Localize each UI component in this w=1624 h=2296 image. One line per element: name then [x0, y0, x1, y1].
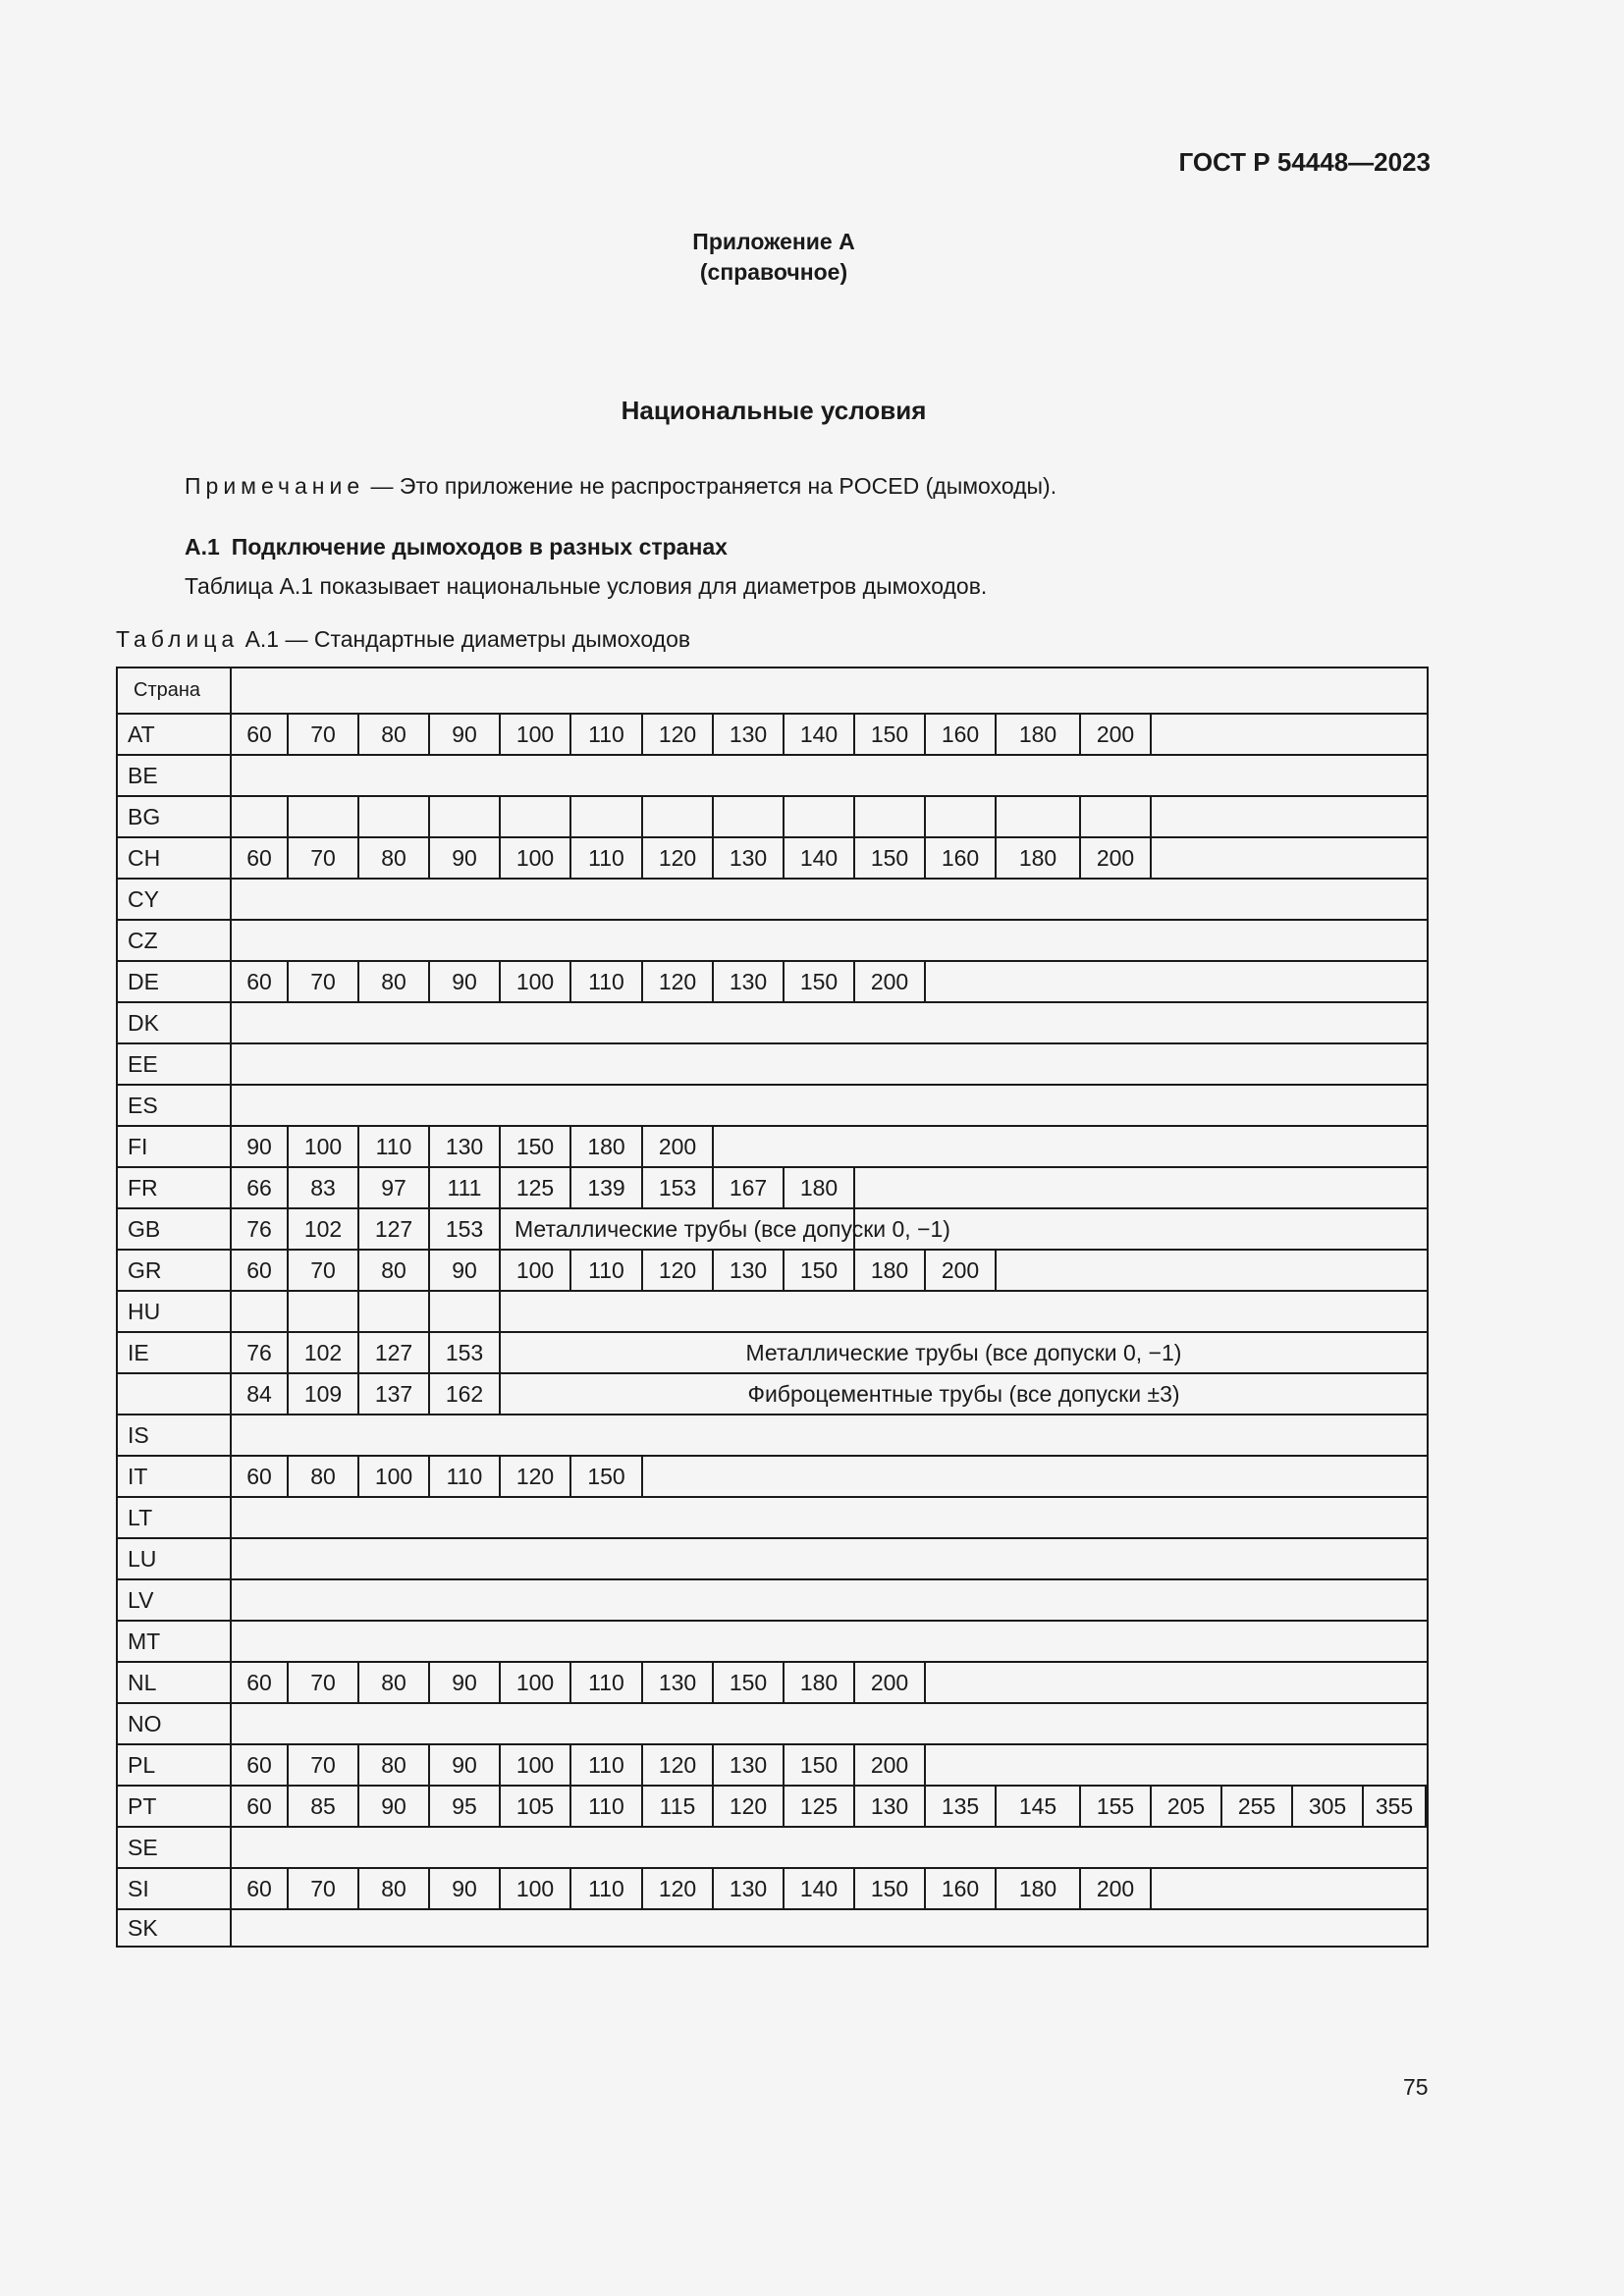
table-cell: 150 [785, 1745, 855, 1785]
table-cell: 115 [643, 1787, 714, 1826]
table-cell: 125 [785, 1787, 855, 1826]
table-row [118, 1166, 1427, 1207]
table-cell: 135 [926, 1787, 997, 1826]
table-row [118, 1414, 1427, 1455]
table-cell: 105 [501, 1787, 571, 1826]
table-cell: 150 [571, 1457, 643, 1496]
table-cell: 110 [571, 1869, 643, 1908]
table-cell-country: CY [118, 880, 232, 919]
table-cell: 180 [997, 838, 1081, 878]
table-cell-country: CH [118, 838, 232, 878]
table-cell: 200 [1081, 838, 1152, 878]
table-cell: 120 [501, 1457, 571, 1496]
table-cell: Металлические трубы (все допуски 0, −1) [501, 1209, 855, 1249]
table-cell-country: FI [118, 1127, 232, 1166]
table-header-country: Страна [118, 668, 232, 713]
caption-label: Таблица [116, 626, 240, 652]
table-cell-country: IT [118, 1457, 232, 1496]
table-cell: 80 [359, 1869, 430, 1908]
table-row [118, 960, 1427, 1001]
table-cell: 70 [289, 1869, 359, 1908]
table-cell: 70 [289, 838, 359, 878]
table-cell: 355 [1364, 1787, 1427, 1826]
table-cell-country: LT [118, 1498, 232, 1537]
table-cell: 90 [430, 1251, 501, 1290]
table-cell: 130 [643, 1663, 714, 1702]
table-cell: 100 [359, 1457, 430, 1496]
table-cell [855, 797, 926, 836]
table-cell: 97 [359, 1168, 430, 1207]
table-cell: 130 [430, 1127, 501, 1166]
table-cell: 255 [1222, 1787, 1293, 1826]
appendix-title: Приложение А [692, 229, 855, 254]
note-paragraph [185, 473, 1056, 500]
table-cell: 140 [785, 715, 855, 754]
table-cell-country: BE [118, 756, 232, 795]
table-cell-country: AT [118, 715, 232, 754]
subsection-number: А.1 [185, 534, 220, 560]
table-cell [359, 1292, 430, 1331]
table-cell: 60 [232, 1787, 289, 1826]
table-cell-country: BG [118, 797, 232, 836]
table-cell [997, 797, 1081, 836]
table-cell [232, 1292, 289, 1331]
table-cell-country: EE [118, 1044, 232, 1084]
table-row [118, 1290, 1427, 1331]
table-cell: 130 [714, 838, 785, 878]
table-cell: 80 [359, 838, 430, 878]
table-cell: 84 [232, 1374, 289, 1414]
table-cell: 110 [571, 1745, 643, 1785]
table-cell: 130 [855, 1787, 926, 1826]
table-cell: 60 [232, 1457, 289, 1496]
table-cell: 70 [289, 962, 359, 1001]
note-text: — Это приложение не распространяется на POCED (дымоходы). [364, 473, 1057, 499]
table-cell [571, 797, 643, 836]
table-cell [785, 797, 855, 836]
table-cell: 167 [714, 1168, 785, 1207]
table-cell: 305 [1293, 1787, 1364, 1826]
table-cell [289, 1292, 359, 1331]
table-cell: 110 [571, 1251, 643, 1290]
table-cell: 130 [714, 1251, 785, 1290]
table-cell: 90 [430, 1663, 501, 1702]
table-row [118, 713, 1427, 754]
table-cell [430, 1292, 501, 1331]
table-cell-country: LV [118, 1580, 232, 1620]
table-cell: 155 [1081, 1787, 1152, 1826]
table-cell: 60 [232, 1251, 289, 1290]
table-row [118, 1578, 1427, 1620]
table-cell: 95 [430, 1787, 501, 1826]
table-cell [359, 797, 430, 836]
table-cell: 150 [714, 1663, 785, 1702]
table-cell-country: DK [118, 1003, 232, 1042]
table-cell: 85 [289, 1787, 359, 1826]
table-row [118, 1826, 1427, 1867]
table-cell: 160 [926, 838, 997, 878]
table-cell: 90 [430, 838, 501, 878]
table-cell: 205 [1152, 1787, 1222, 1826]
table-cell: 180 [785, 1663, 855, 1702]
table-cell: 139 [571, 1168, 643, 1207]
table-cell: 102 [289, 1333, 359, 1372]
table-cell: 150 [501, 1127, 571, 1166]
table-cell: 200 [855, 962, 926, 1001]
table-cell-country [118, 1374, 232, 1414]
table-row [118, 1702, 1427, 1743]
table-cell-country: NL [118, 1663, 232, 1702]
table-cell-country: GR [118, 1251, 232, 1290]
table-row [118, 836, 1427, 878]
table-cell: 150 [855, 838, 926, 878]
table-cell: 153 [430, 1209, 501, 1249]
table-row [118, 1785, 1427, 1826]
table-cell-country: SI [118, 1869, 232, 1908]
table-row [118, 1084, 1427, 1125]
table-cell: 120 [643, 838, 714, 878]
table-cell: 180 [997, 1869, 1081, 1908]
table-cell: Металлические трубы (все допуски 0, −1) [745, 1339, 1182, 1365]
table-cell: 150 [855, 1869, 926, 1908]
table-cell: 160 [926, 1869, 997, 1908]
table-cell [643, 797, 714, 836]
table-cell: 90 [430, 1745, 501, 1785]
table-cell: 120 [643, 715, 714, 754]
table-cell: 140 [785, 1869, 855, 1908]
table-row [118, 668, 1427, 713]
table-cell-country: SE [118, 1828, 232, 1867]
table-cell: 110 [430, 1457, 501, 1496]
table-cell: 127 [359, 1333, 430, 1372]
table-cell: 111 [430, 1168, 501, 1207]
table-cell: 100 [501, 1663, 571, 1702]
table-cell: 130 [714, 715, 785, 754]
table-cell: 60 [232, 715, 289, 754]
table-cell: 200 [926, 1251, 997, 1290]
table-cell: 70 [289, 1745, 359, 1785]
table-cell: 120 [643, 1745, 714, 1785]
table-cell: 80 [359, 715, 430, 754]
table-cell: 76 [232, 1209, 289, 1249]
table-cell: 180 [997, 715, 1081, 754]
table-cell: 110 [571, 962, 643, 1001]
table-cell: 90 [430, 962, 501, 1001]
table-cell: 110 [359, 1127, 430, 1166]
table-cell [501, 797, 571, 836]
table-cell: 100 [501, 1745, 571, 1785]
table-row [118, 1042, 1427, 1084]
table-cell: 60 [232, 1745, 289, 1785]
table-cell: 60 [232, 1869, 289, 1908]
table-cell: 90 [430, 715, 501, 754]
table-cell [232, 797, 289, 836]
table-cell: 90 [359, 1787, 430, 1826]
table-cell: 130 [714, 1745, 785, 1785]
table-cell-country: MT [118, 1622, 232, 1661]
table-cell [926, 797, 997, 836]
table-cell: 100 [289, 1127, 359, 1166]
table-cell-country: IS [118, 1415, 232, 1455]
table-cell: 150 [855, 715, 926, 754]
table-cell: 180 [855, 1251, 926, 1290]
table-cell-country: PL [118, 1745, 232, 1785]
table-row [118, 919, 1427, 960]
table-cell-country: NO [118, 1704, 232, 1743]
table-cell: 120 [643, 1251, 714, 1290]
table-cell: 200 [855, 1745, 926, 1785]
table-row [118, 1001, 1427, 1042]
table-cell-country: GB [118, 1209, 232, 1249]
section-title: Национальные условия [621, 396, 927, 425]
table-cell: 70 [289, 1251, 359, 1290]
intro-paragraph: Таблица А.1 показывает национальные условия для диаметров дымоходов. [185, 573, 988, 599]
table-cell: 80 [359, 962, 430, 1001]
table-cell: 100 [501, 1869, 571, 1908]
table-row [118, 1372, 1427, 1414]
table-cell: 120 [643, 962, 714, 1001]
table-cell: 100 [501, 962, 571, 1001]
table-cell: 110 [571, 1787, 643, 1826]
table-cell [289, 797, 359, 836]
table-cell-country: LU [118, 1539, 232, 1578]
diameters-table [116, 667, 1429, 1948]
table-cell: 109 [289, 1374, 359, 1414]
table-cell: 180 [571, 1127, 643, 1166]
document-code: ГОСТ Р 54448—2023 [1178, 147, 1431, 177]
table-cell: 127 [359, 1209, 430, 1249]
table-row [118, 1249, 1427, 1290]
table-cell-country: ES [118, 1086, 232, 1125]
table-row [118, 754, 1427, 795]
table-row [118, 795, 1427, 836]
table-cell: 180 [785, 1168, 855, 1207]
table-cell: 150 [785, 1251, 855, 1290]
table-cell: 80 [359, 1663, 430, 1702]
table-cell: 66 [232, 1168, 289, 1207]
table-cell: 160 [926, 715, 997, 754]
table-cell: 100 [501, 1251, 571, 1290]
table-cell: 76 [232, 1333, 289, 1372]
note-label: Примечание [185, 473, 365, 499]
table-cell: 130 [714, 1869, 785, 1908]
table-row [118, 1908, 1427, 1946]
table-cell: 60 [232, 1663, 289, 1702]
table-cell: 150 [785, 962, 855, 1001]
table-row [118, 1661, 1427, 1702]
table-row [118, 1496, 1427, 1537]
table-cell: 80 [359, 1745, 430, 1785]
table-cell: 60 [232, 838, 289, 878]
table-cell: 90 [232, 1127, 289, 1166]
table-cell [430, 797, 501, 836]
table-cell-country: FR [118, 1168, 232, 1207]
table-row [118, 1455, 1427, 1496]
table-cell: 70 [289, 715, 359, 754]
table-cell-country: HU [118, 1292, 232, 1331]
table-cell: 80 [359, 1251, 430, 1290]
table-row [118, 1331, 1427, 1372]
table-cell: 200 [643, 1127, 714, 1166]
table-cell-country: PT [118, 1787, 232, 1826]
table-cell: 102 [289, 1209, 359, 1249]
table-row [118, 878, 1427, 919]
table-row [118, 1620, 1427, 1661]
table-cell: 110 [571, 838, 643, 878]
table-cell: 83 [289, 1168, 359, 1207]
table-cell: 90 [430, 1869, 501, 1908]
table-cell: 120 [714, 1787, 785, 1826]
table-cell-country: CZ [118, 921, 232, 960]
table-cell-country: DE [118, 962, 232, 1001]
table-cell: 200 [1081, 715, 1152, 754]
table-cell: 153 [430, 1333, 501, 1372]
table-row [118, 1207, 1427, 1249]
table-cell: 200 [1081, 1869, 1152, 1908]
table-cell: 100 [501, 715, 571, 754]
table-row [118, 1125, 1427, 1166]
table-cell: 120 [643, 1869, 714, 1908]
table-cell: 110 [571, 1663, 643, 1702]
table-cell [714, 797, 785, 836]
table-cell: 140 [785, 838, 855, 878]
appendix-heading [0, 227, 1547, 288]
table-cell [1081, 797, 1152, 836]
table-cell: 70 [289, 1663, 359, 1702]
table-cell: 110 [571, 715, 643, 754]
table-cell: 200 [855, 1663, 926, 1702]
subsection-heading [185, 534, 728, 561]
table-cell: 80 [289, 1457, 359, 1496]
table-cell-country: SK [118, 1910, 232, 1946]
caption-text: А.1 — Стандартные диаметры дымоходов [239, 626, 691, 652]
table-cell: 145 [997, 1787, 1081, 1826]
table-cell: Фиброцементные трубы (все допуски ±3) [747, 1380, 1180, 1407]
table-cell: 153 [643, 1168, 714, 1207]
subsection-title: Подключение дымоходов в разных странах [231, 534, 728, 560]
appendix-subtitle: (справочное) [699, 259, 848, 285]
table-cell: 162 [430, 1374, 501, 1414]
table-row [118, 1867, 1427, 1908]
table-cell: 60 [232, 962, 289, 1001]
table-cell: 130 [714, 962, 785, 1001]
table-cell: 137 [359, 1374, 430, 1414]
table-row [118, 1537, 1427, 1578]
page-number: 75 [1403, 2074, 1429, 2100]
table-row [118, 1743, 1427, 1785]
table-cell: 100 [501, 838, 571, 878]
table-caption [116, 626, 690, 653]
table-cell: 125 [501, 1168, 571, 1207]
table-cell-country: IE [118, 1333, 232, 1372]
